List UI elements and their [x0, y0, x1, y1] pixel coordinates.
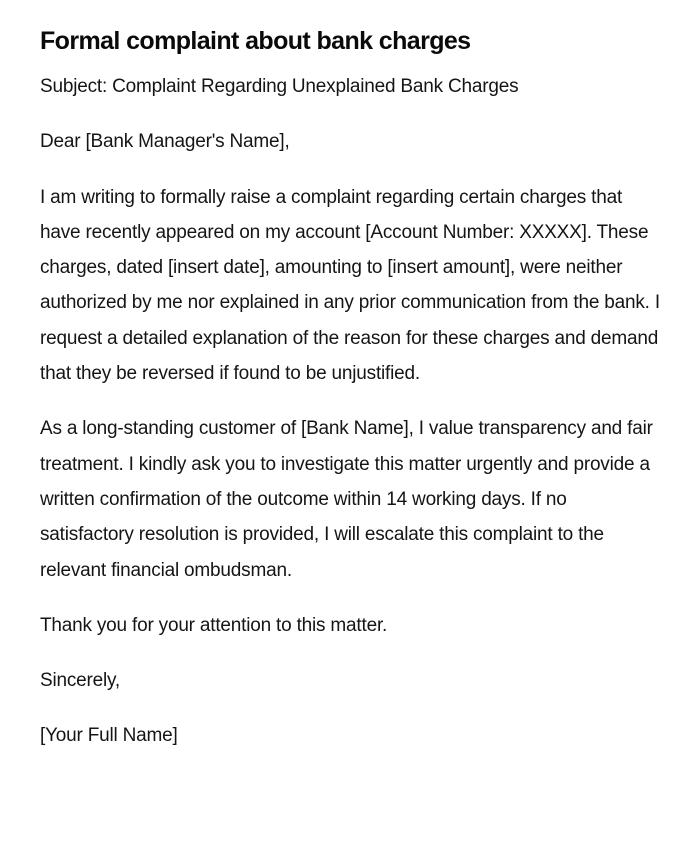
body-paragraph-complaint: I am writing to formally raise a complaint regarding certain charges that have recently appeared on my account [Account Number: XXXXX]. These charges, dated [insert date], amounting to [insert amount], were neither authorized by me nor explained in any prior communication from the bank. I request a detailed explanation of the reason for these charges and demand that they be reversed if found to be unjustified. [40, 186, 660, 385]
subject-line: Subject: Complaint Regarding Unexplained Bank Charges [40, 76, 519, 97]
salutation: Dear [Bank Manager's Name], [40, 131, 290, 153]
closing: Sincerely, [40, 670, 121, 692]
signature: [Your Full Name] [40, 725, 178, 747]
body-paragraph-thanks: Thank you for your attention to this matter. [40, 614, 388, 636]
document-title: Formal complaint about bank charges [40, 27, 471, 55]
body-paragraph-request: As a long-standing customer of [Bank Name], I value transparency and fair treatment. I kindly ask you to investigate this matter urgently and provide a written confirmation of the outcome within 14 working days. If no satisfactory resolution is provided, I will escalate this complaint to the relevant financial ombudsman. [40, 418, 653, 581]
